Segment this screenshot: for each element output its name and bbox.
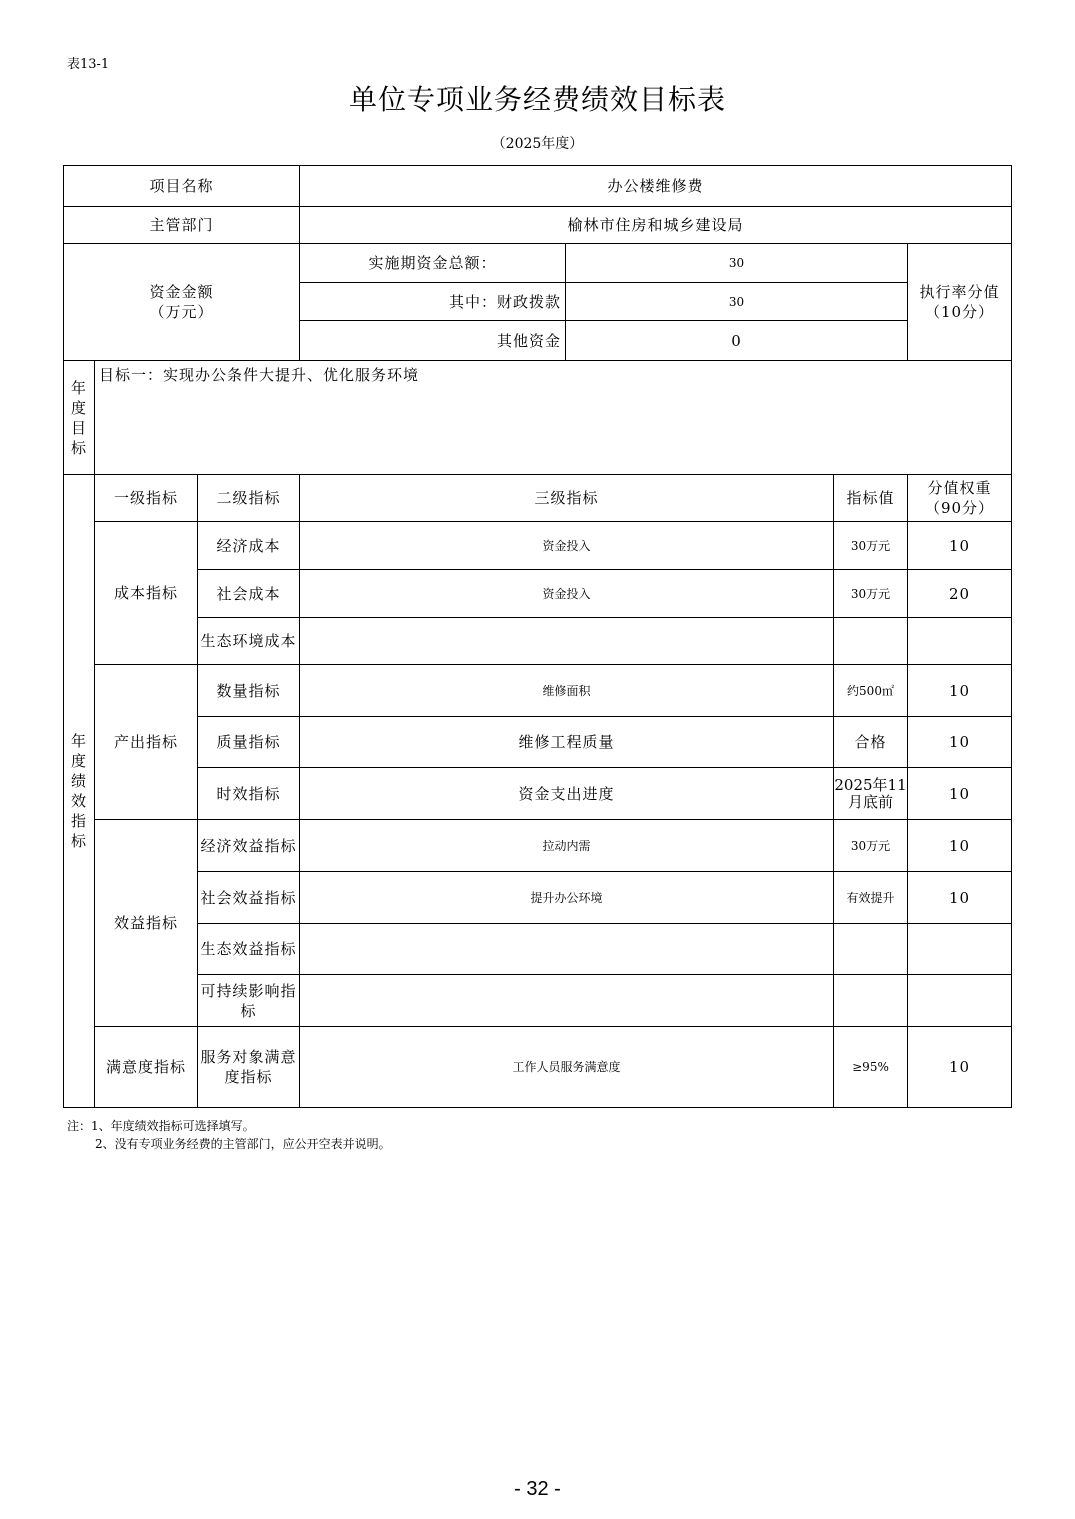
page-number: - 32 - [514,1478,561,1500]
level3-cell: 资金投入 [300,570,834,618]
table-row [64,1027,1012,1108]
header-weight-line1: 分值权重 [927,479,992,497]
value-cell: 30万元 [834,570,908,618]
level3-cell: 资金支出进度 [300,768,834,820]
value-cell: 有效提升 [834,872,908,924]
table-row [64,872,1012,924]
annual-goal-row [64,361,1012,475]
value-cell: 约500㎡ [834,665,908,717]
weight-cell: 10 [908,768,1012,820]
footnote-2: 2、没有专项业务经费的主管部门，应公开空表并说明。 [95,1137,391,1151]
performance-target-table [63,165,1012,1108]
funds-total-row [64,244,1012,283]
level2-cell: 可持续影响指标 [198,975,300,1027]
department-value: 榆林市住房和城乡建设局 [300,207,1012,244]
funds-other-value: 0 [566,321,908,361]
level2-cell: 数量指标 [198,665,300,717]
weight-cell: 10 [908,522,1012,570]
annual-goal-label-text: 年度目标 [71,378,88,457]
indicator-header-row [64,475,1012,522]
value-cell: 2025年11月底前 [834,768,908,820]
weight-cell: 10 [908,1027,1012,1108]
indicators-section-label [64,475,95,1108]
funds-label [64,244,300,361]
funds-fiscal-label: 其中：财政拨款 [300,283,566,321]
table-row [64,570,1012,618]
level2-cell: 质量指标 [198,717,300,768]
header-level1: 一级指标 [95,475,198,522]
table-number: 表13-1 [67,57,110,72]
weight-cell: 10 [908,872,1012,924]
table-row [64,522,1012,570]
indicators-section-label-text: 年度绩效指标 [71,732,88,850]
department-row [64,207,1012,244]
value-cell [834,618,908,665]
table-row [64,717,1012,768]
header-level2: 二级指标 [198,475,300,522]
header-weight [908,475,1012,522]
value-cell [834,924,908,975]
weight-cell: 10 [908,665,1012,717]
weight-cell: 10 [908,820,1012,872]
weight-cell [908,618,1012,665]
cost-indicator-label: 成本指标 [95,522,198,665]
funds-label-line2: （万元） [149,303,214,321]
level2-cell: 经济效益指标 [198,820,300,872]
level2-cell: 社会成本 [198,570,300,618]
funds-label-line1: 资金金额 [149,283,214,301]
annual-goal-label [64,361,95,475]
table-row [64,975,1012,1027]
document-title: 单位专项业务经费绩效目标表 [348,83,726,116]
level2-cell: 社会效益指标 [198,872,300,924]
level3-cell [300,618,834,665]
level2-cell: 经济成本 [198,522,300,570]
funds-total-label: 实施期资金总额： [300,244,566,283]
value-cell: 30万元 [834,820,908,872]
value-cell: ≥95% [834,1027,908,1108]
satisfaction-indicator-label: 满意度指标 [95,1027,198,1108]
level3-cell [300,975,834,1027]
level2-cell: 服务对象满意度指标 [198,1027,300,1108]
value-cell: 合格 [834,717,908,768]
level3-cell: 维修面积 [300,665,834,717]
project-name-label: 项目名称 [64,166,300,207]
level2-cell: 生态环境成本 [198,618,300,665]
execution-rate-line2: （10分） [924,303,995,321]
table-row [64,924,1012,975]
annual-goal-text: 目标一：实现办公条件大提升、优化服务环境 [95,361,1012,475]
weight-cell [908,924,1012,975]
level3-cell: 维修工程质量 [300,717,834,768]
weight-cell [908,975,1012,1027]
project-name-row [64,166,1012,207]
table-row [64,618,1012,665]
table-row [64,665,1012,717]
department-label: 主管部门 [64,207,300,244]
table-row [64,768,1012,820]
funds-total-value: 30 [566,244,908,283]
level2-cell: 时效指标 [198,768,300,820]
level3-cell: 资金投入 [300,522,834,570]
project-name-value: 办公楼维修费 [300,166,1012,207]
document-year: （2025年度） [491,136,584,152]
funds-other-label: 其他资金 [300,321,566,361]
footnote-1: 注：1、年度绩效指标可选择填写。 [67,1119,255,1133]
level2-cell: 生态效益指标 [198,924,300,975]
value-cell [834,975,908,1027]
level3-cell: 工作人员服务满意度 [300,1027,834,1108]
funds-fiscal-value: 30 [566,283,908,321]
header-level3: 三级指标 [300,475,834,522]
weight-cell: 20 [908,570,1012,618]
table-row [64,820,1012,872]
header-weight-line2: （90分） [924,499,995,517]
value-cell: 30万元 [834,522,908,570]
level3-cell: 拉动内需 [300,820,834,872]
benefit-indicator-label: 效益指标 [95,820,198,1027]
execution-rate-line1: 执行率分值 [919,283,1000,301]
level3-cell: 提升办公环境 [300,872,834,924]
execution-rate-label [908,244,1012,361]
weight-cell: 10 [908,717,1012,768]
output-indicator-label: 产出指标 [95,665,198,820]
header-value: 指标值 [834,475,908,522]
level3-cell [300,924,834,975]
